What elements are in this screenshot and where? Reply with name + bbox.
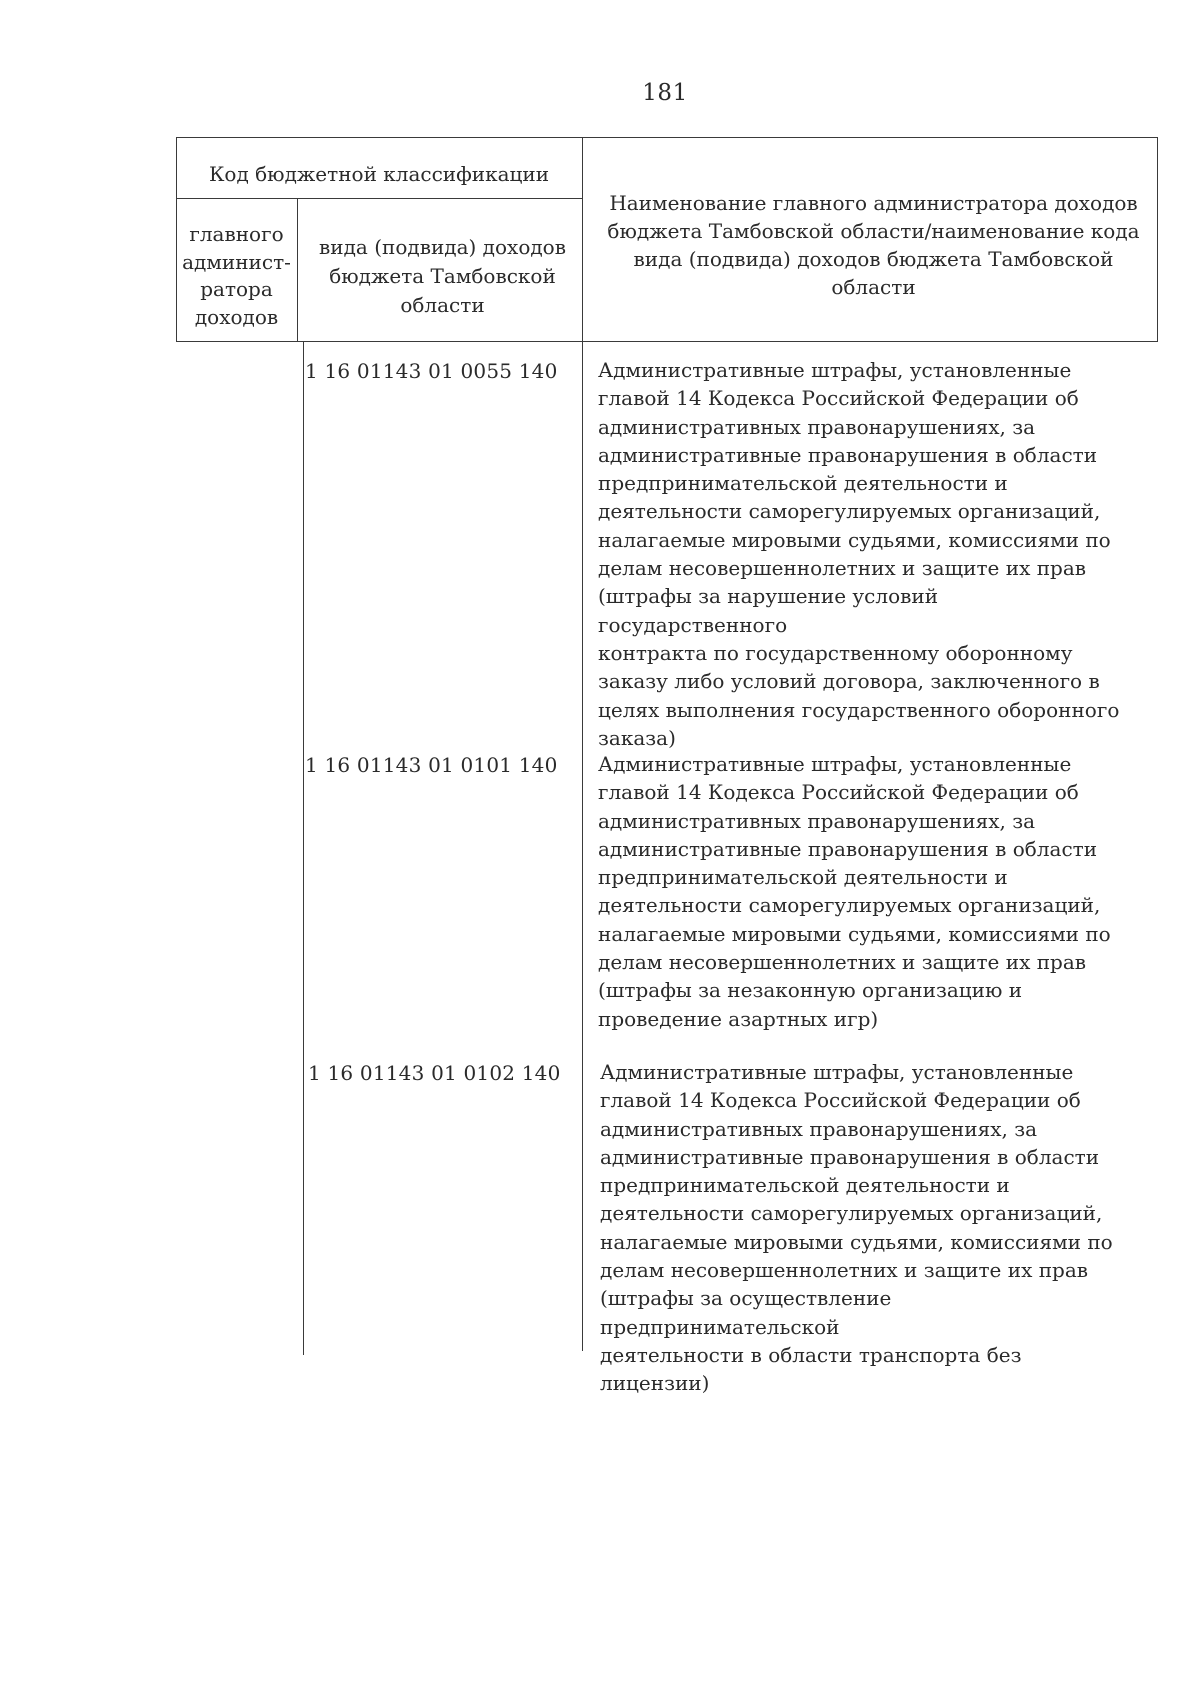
table-right-border	[1157, 137, 1158, 342]
income-code-cell: 1 16 01143 01 0101 140	[305, 753, 558, 777]
col1-divider	[303, 341, 304, 1355]
income-code-cell: 1 16 01143 01 0055 140	[305, 359, 558, 383]
col2-divider	[582, 137, 583, 1351]
header-income-code: вида (подвида) доходов бюджета Тамбовской области	[319, 235, 566, 317]
description-cell: Административные штрафы, установленные главой 14 Кодекса Российской Федерации об административных правонарушениях, за административные правонарушения в области предпринимательской деятельности и деятельности саморегулируемых организаций, налагаемые мировыми судьями, комиссиями по делам несовершеннолетних и защите их прав (штрафы за нарушение условий государственного контракта по государственному оборонному заказу либо условий договора, заключенного в целях выполнения государственного оборонного заказа)	[598, 358, 1120, 750]
header-col1-divider	[297, 198, 298, 342]
header-subgroup-divider	[176, 198, 582, 199]
header-name: Наименование главного администратора доходов бюджета Тамбовской области/наименование кода вида (подвида) доходов бюджета Тамбовской области	[607, 191, 1140, 299]
income-code-cell: 1 16 01143 01 0102 140	[308, 1061, 561, 1085]
header-group-title: Код бюджетной классификации	[208, 162, 550, 186]
description-cell: Административные штрафы, установленные главой 14 Кодекса Российской Федерации об административных правонарушениях, за административные правонарушения в области предпринимательской деятельности и деятельности саморегулируемых организаций, налагаемые мировыми судьями, комиссиями по делам несовершеннолетних и защите их прав (штрафы за незаконную организацию и проведение азартных игр)	[598, 752, 1111, 1031]
page-number: 181	[642, 80, 688, 106]
table-top-border	[176, 137, 1157, 138]
header-bottom-border	[176, 341, 1157, 342]
header-admin-code: главного админист- ратора доходов	[182, 222, 291, 329]
description-cell: Административные штрафы, установленные главой 14 Кодекса Российской Федерации об административных правонарушениях, за административные правонарушения в области предпринимательской деятельности и деятельности саморегулируемых организаций, налагаемые мировыми судьями, комиссиями по делам несовершеннолетних и защите их прав (штрафы за осуществление предпринимательской деятельности в области транспорта без лицензии)	[600, 1060, 1113, 1396]
